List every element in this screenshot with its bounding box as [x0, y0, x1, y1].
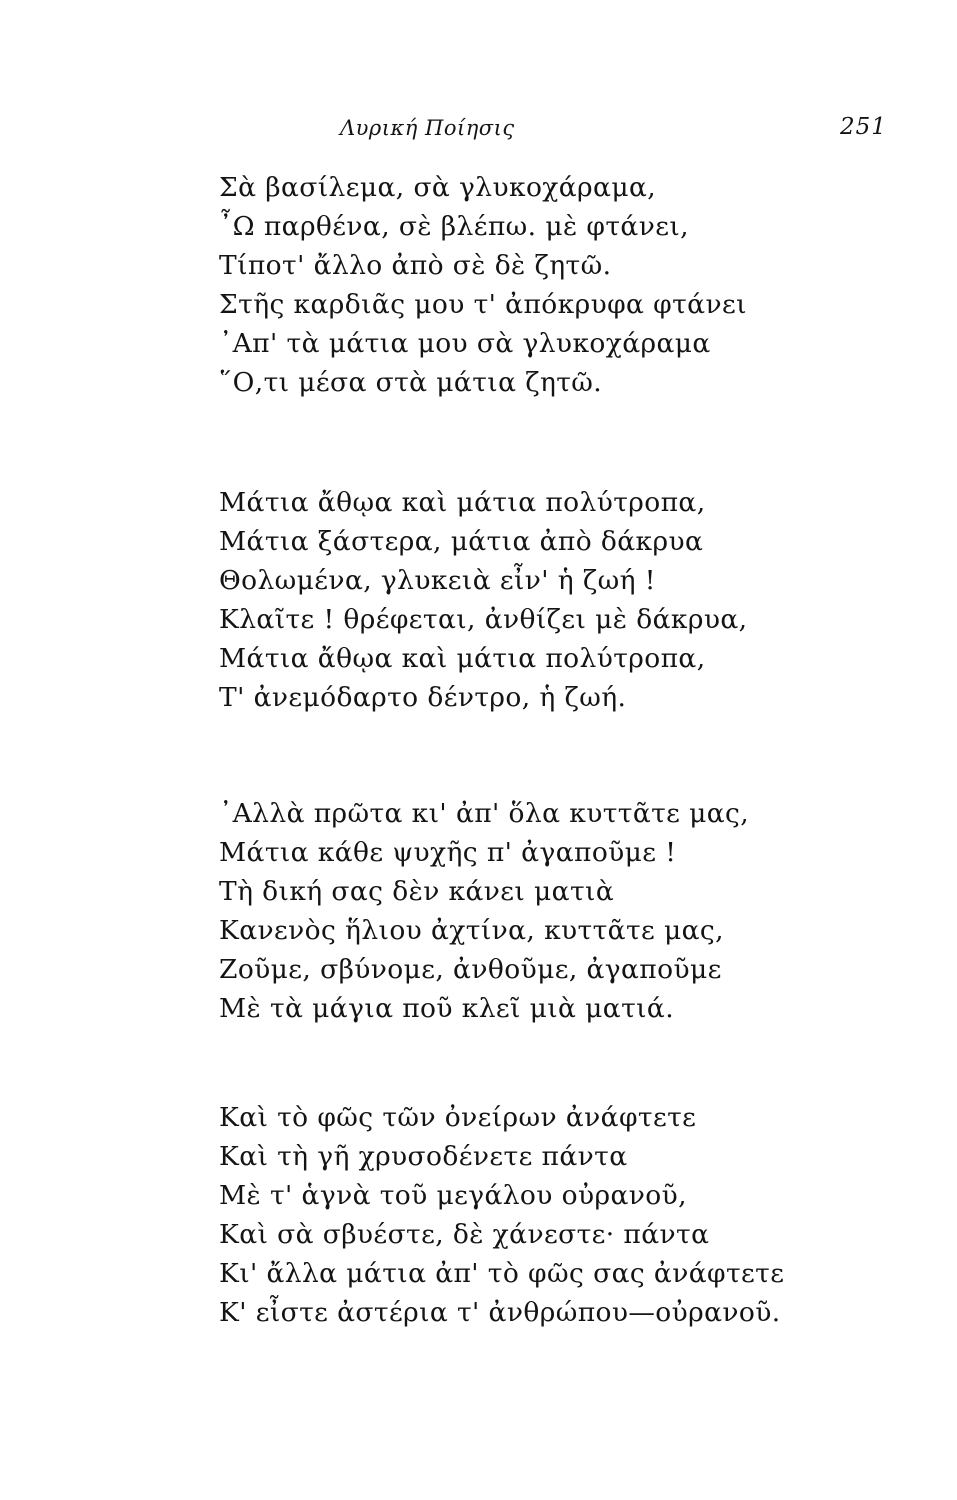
- poem-line: Ζοῦμε, σβύνομε, ἀνθοῦμε, ἀγαποῦμε: [219, 954, 722, 985]
- poem-line: Μάτια ξάστερα, μάτια ἀπὸ δάκρυα: [219, 526, 704, 557]
- poem-line: ᾿Απ' τὰ μάτια μου σὰ γλυκοχάραμα: [219, 328, 711, 359]
- poem-line: Τίποτ' ἄλλο ἀπὸ σὲ δὲ ζητῶ.: [219, 250, 612, 281]
- stanza-1: [219, 168, 919, 402]
- running-title: Λυρική Ποίησις: [340, 116, 515, 140]
- page-number: 251: [840, 114, 887, 140]
- stanza-2: [219, 483, 919, 717]
- stanza-4: [219, 1098, 919, 1332]
- poem-line: Τ' ἀνεμόδαρτο δέντρο, ἡ ζωή.: [219, 682, 627, 713]
- poem-line: Σὰ βασίλεμα, σὰ γλυκοχάραμα,: [219, 172, 657, 203]
- poem-line: Θολωμένα, γλυκειὰ εἶν' ἡ ζωή !: [219, 565, 656, 596]
- poem-line: Μὲ τὰ μάγια ποῦ κλεῖ μιὰ ματιά.: [219, 993, 675, 1024]
- poem-line: Καὶ τὸ φῶς τῶν ὀνείρων ἀνάφτετε: [219, 1102, 697, 1133]
- poem-line: Μάτια κάθε ψυχῆς π' ἀγαποῦμε !: [219, 837, 677, 868]
- poem-line: Καὶ σὰ σβυέστε, δὲ χάνεστε· πάντα: [219, 1219, 710, 1250]
- poem-line: Μάτια ἄθῳα καὶ μάτια πολύτροπα,: [219, 487, 706, 518]
- poem-line: Μὲ τ' ἁγνὰ τοῦ μεγάλου οὐρανοῦ,: [219, 1180, 687, 1211]
- poem-line: Κλαῖτε ! θρέφεται, ἀνθίζει μὲ δάκρυα,: [219, 604, 748, 635]
- poem-line: Κι' ἄλλα μάτια ἀπ' τὸ φῶς σας ἀνάφτετε: [219, 1258, 785, 1289]
- poem-line: ῏Ω παρθένα, σὲ βλέπω. μὲ φτάνει,: [219, 211, 689, 242]
- poem-line: Στῆς καρδιᾶς μου τ' ἀπόκρυφα φτάνει: [219, 289, 747, 320]
- stanza-3: [219, 794, 919, 1028]
- poem-line: Κανενὸς ἥλιου ἀχτίνα, κυττᾶτε μας,: [219, 915, 724, 946]
- poem-line: Τὴ δική σας δὲν κάνει ματιὰ: [219, 876, 615, 907]
- poem-line: Μάτια ἄθῳα καὶ μάτια πολύτροπα,: [219, 643, 706, 674]
- poem-line: ῞Ο,τι μέσα στὰ μάτια ζητῶ.: [219, 367, 603, 398]
- poem-line: ᾿Αλλὰ πρῶτα κι' ἀπ' ὅλα κυττᾶτε μας,: [219, 798, 750, 829]
- poem-line: Κ' εἶστε ἀστέρια τ' ἀνθρώπου—οὐρανοῦ.: [219, 1297, 781, 1328]
- poem-line: Καὶ τὴ γῆ χρυσοδένετε πάντα: [219, 1141, 628, 1172]
